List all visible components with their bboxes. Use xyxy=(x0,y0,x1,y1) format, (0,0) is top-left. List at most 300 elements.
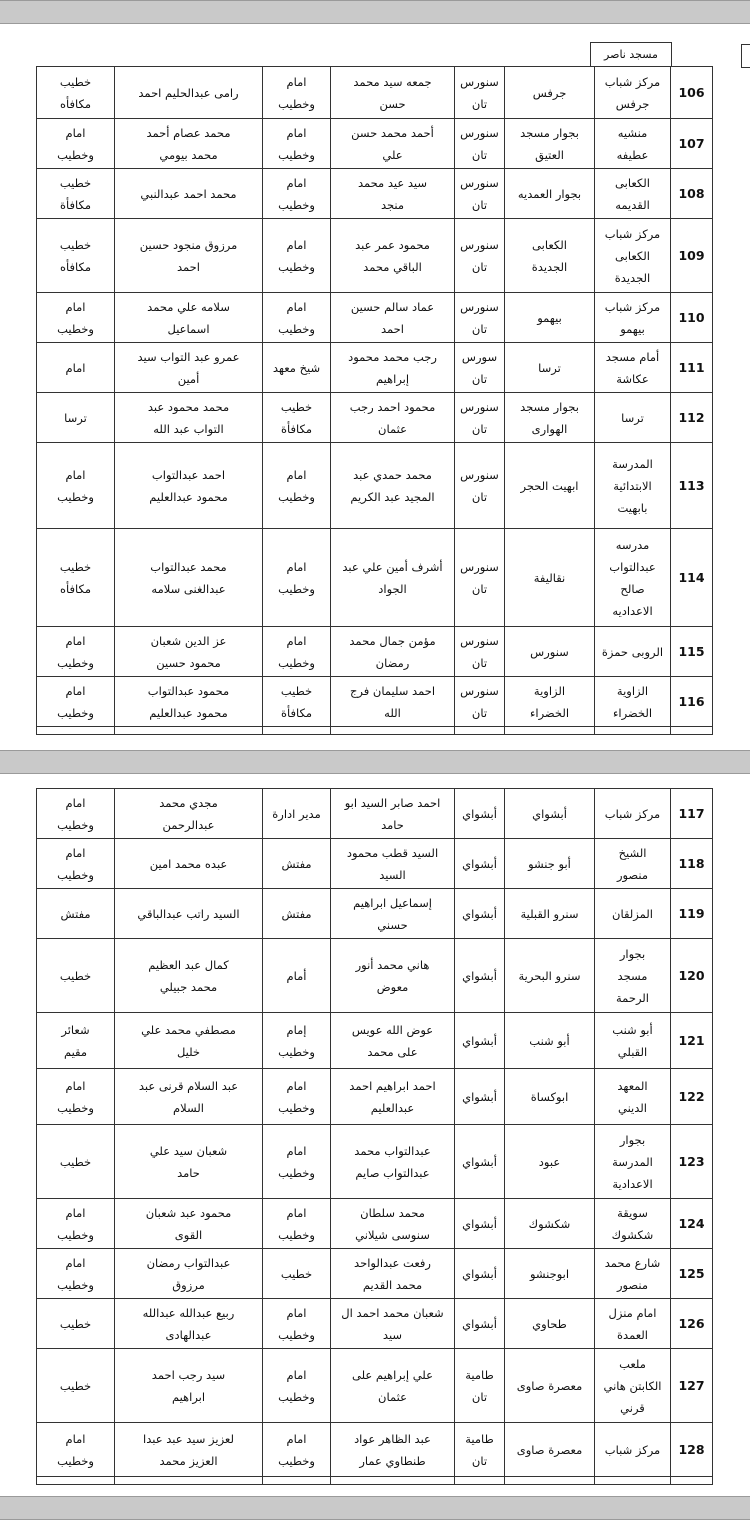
mosque-location-cell xyxy=(595,1249,671,1299)
district-cell xyxy=(455,169,505,219)
alternate-role-cell xyxy=(37,393,115,443)
row-number: 112 xyxy=(671,393,713,443)
district-cell-line: تان xyxy=(471,421,488,436)
alternate-role-cell xyxy=(37,677,115,727)
assigned-name-cell-line: عبد الظاهر عواد xyxy=(354,1431,431,1446)
alternate-name-cell-line: محمد احمد عبدالنبي xyxy=(140,186,237,201)
assigned-role-cell-line: امام xyxy=(286,1431,307,1446)
alternate-name-cell-line: حامد xyxy=(177,1165,200,1180)
table-row xyxy=(37,67,713,119)
alternate-role-cell xyxy=(37,219,115,293)
assigned-name-cell xyxy=(331,1423,455,1477)
mosque-location-cell-line: الاعداديه xyxy=(612,603,653,618)
village-cell-line: بجوار مسجد xyxy=(520,125,579,140)
assigned-name-cell xyxy=(331,627,455,677)
alternate-name-cell-line: سلامه علي محمد xyxy=(147,299,230,314)
village-cell xyxy=(505,1069,595,1125)
empty-cell xyxy=(331,727,455,735)
assigned-role-cell-line: وخطيب xyxy=(278,1453,315,1468)
assigned-name-cell-line: عثمان xyxy=(378,1389,407,1404)
district-cell-line: تان xyxy=(471,321,488,336)
mosque-location-cell-line: الزاوية xyxy=(616,683,649,698)
district-cell-line: تان xyxy=(471,1453,488,1468)
empty-cell xyxy=(37,1477,115,1485)
table-row xyxy=(37,1199,713,1249)
table-row xyxy=(37,529,713,627)
assigned-role-cell xyxy=(263,627,331,677)
mosque-location-cell-line: الديني xyxy=(618,1100,647,1115)
village-cell-line: شكشوك xyxy=(528,1216,571,1231)
mosque-location-cell-line: المدرسة xyxy=(612,456,653,471)
mosque-location-cell-line: القديمه xyxy=(615,197,650,212)
alternate-name-cell-line: محمد عبدالتواب xyxy=(150,559,227,574)
village-cell xyxy=(505,939,595,1013)
assigned-name-cell-line: الباقي محمد xyxy=(363,259,422,274)
assigned-name-cell-line: رجب محمد محمود xyxy=(348,349,437,364)
alternate-name-cell xyxy=(115,169,263,219)
empty-cell xyxy=(505,1477,595,1485)
assigned-role-cell xyxy=(263,1125,331,1199)
table-row xyxy=(37,677,713,727)
district-cell xyxy=(455,1299,505,1349)
empty-cell xyxy=(455,727,505,735)
assigned-name-cell xyxy=(331,529,455,627)
assigned-role-cell xyxy=(263,393,331,443)
district-cell-line: أبشواي xyxy=(462,1154,497,1169)
district-cell-line: تان xyxy=(471,489,488,504)
district-cell xyxy=(455,939,505,1013)
alternate-name-cell xyxy=(115,889,263,939)
district-cell-line: تان xyxy=(471,1389,488,1404)
assigned-name-cell-line: عوض الله عويس xyxy=(351,1022,434,1037)
assigned-name-cell xyxy=(331,677,455,727)
district-cell xyxy=(455,529,505,627)
alternate-role-cell xyxy=(37,1249,115,1299)
empty-cell xyxy=(595,1477,671,1485)
alternate-role-cell-line: امام xyxy=(65,845,86,860)
alternate-name-cell-line: شعبان سيد علي xyxy=(149,1143,228,1158)
district-cell xyxy=(455,839,505,889)
assigned-name-cell xyxy=(331,1069,455,1125)
assigned-name-cell xyxy=(331,1249,455,1299)
mosque-location-cell-line: عطيفه xyxy=(616,147,649,162)
mosque-location-cell-line: الشيخ xyxy=(618,845,647,860)
row-number: 127 xyxy=(671,1349,713,1423)
mosque-location-cell-line: منصور xyxy=(616,867,649,882)
assigned-role-cell xyxy=(263,939,331,1013)
assigned-name-cell-line: احمد xyxy=(381,321,404,336)
assigned-role-cell-line: وخطيب xyxy=(278,321,315,336)
mosque-location-cell-line: الاعدادية xyxy=(612,1176,653,1191)
mosque-location-cell-line: بجوار xyxy=(619,1132,646,1147)
alternate-role-cell-line: امام xyxy=(65,1255,86,1270)
alternate-name-cell-line: عبد السلام قرنى عبد xyxy=(138,1078,239,1093)
mosque-location-cell-line: أبو شنب xyxy=(612,1022,653,1037)
assigned-role-cell-line: وخطيب xyxy=(278,1327,315,1342)
district-cell-line: تان xyxy=(471,96,488,111)
village-cell-line: عبود xyxy=(538,1154,561,1169)
alternate-name-cell-line: القوى xyxy=(174,1227,203,1242)
mosque-location-cell-line: الكعابى xyxy=(615,248,650,263)
village-cell-line: ابوجنشو xyxy=(529,1266,570,1281)
alternate-role-cell-line: خطيب xyxy=(59,237,92,252)
assigned-name-cell-line: شعبان محمد احمد ال xyxy=(341,1305,444,1320)
assigned-name-cell xyxy=(331,1013,455,1069)
district-cell-line: أبشواي xyxy=(462,1266,497,1281)
district-cell-line: سنورس xyxy=(460,399,499,414)
district-cell xyxy=(455,1125,505,1199)
row-number: 123 xyxy=(671,1125,713,1199)
alternate-role-cell xyxy=(37,67,115,119)
mosque-location-cell xyxy=(595,677,671,727)
district-cell-line: أبشواي xyxy=(462,1033,497,1048)
mosque-location-cell-line: مركز شباب xyxy=(604,806,661,821)
alternate-role-cell-line: وخطيب xyxy=(57,817,94,832)
village-cell xyxy=(505,169,595,219)
district-cell xyxy=(455,789,505,839)
assigned-name-cell xyxy=(331,293,455,343)
alternate-role-cell-line: وخطيب xyxy=(57,655,94,670)
alternate-name-cell xyxy=(115,529,263,627)
mosque-location-cell-line: منصور xyxy=(616,1277,649,1292)
assigned-role-cell-line: امام xyxy=(286,237,307,252)
table-row xyxy=(37,343,713,393)
alternate-role-cell-line: خطيب xyxy=(59,1316,92,1331)
assigned-name-cell-line: أشرف أمين علي عبد xyxy=(342,559,443,574)
mosque-location-cell-line: الخضراء xyxy=(612,705,653,720)
assigned-role-cell-line: امام xyxy=(286,299,307,314)
alternate-role-cell xyxy=(37,119,115,169)
alternate-name-cell xyxy=(115,677,263,727)
district-cell-line: طامية xyxy=(465,1367,494,1382)
mosque-location-cell xyxy=(595,789,671,839)
village-cell-line: بجوار العمديه xyxy=(517,186,582,201)
assigned-name-cell-line: رمضان xyxy=(375,655,410,670)
mosque-location-cell-line: الرحمة xyxy=(616,990,649,1005)
village-cell xyxy=(505,219,595,293)
assigned-name-cell xyxy=(331,889,455,939)
row-number: 107 xyxy=(671,119,713,169)
row-number: 126 xyxy=(671,1299,713,1349)
alternate-role-cell-line: وخطيب xyxy=(57,321,94,336)
mosques-table-page2 xyxy=(36,788,713,1485)
mosque-location-cell-line: الجديدة xyxy=(614,270,651,285)
alternate-role-cell-line: وخطيب xyxy=(57,705,94,720)
table-row xyxy=(37,627,713,677)
alternate-role-cell-line: وخطيب xyxy=(57,1277,94,1292)
alternate-role-cell xyxy=(37,939,115,1013)
mosque-location-cell-line: أمام مسجد xyxy=(605,349,660,364)
alternate-role-cell-line: خطيب xyxy=(59,1378,92,1393)
village-cell-line: معصرة صاوى xyxy=(516,1442,583,1457)
assigned-role-cell-line: مدير ادارة xyxy=(272,806,321,821)
assigned-name-cell-line: محمد سلطان xyxy=(360,1205,425,1220)
assigned-role-cell-line: وخطيب xyxy=(278,489,315,504)
alternate-name-cell-line: سيد رجب احمد xyxy=(151,1367,226,1382)
assigned-name-cell xyxy=(331,443,455,529)
assigned-role-cell-line: امام xyxy=(286,1305,307,1320)
district-cell xyxy=(455,443,505,529)
district-cell-line: سنورس xyxy=(460,74,499,89)
table-row xyxy=(37,939,713,1013)
village-cell-line: الزاوية xyxy=(533,683,566,698)
alternate-name-cell-line: محمود عبدالتواب xyxy=(147,683,230,698)
mosque-location-cell-line: سويقة xyxy=(617,1205,648,1220)
village-cell xyxy=(505,343,595,393)
alternate-name-cell xyxy=(115,293,263,343)
row-number: 108 xyxy=(671,169,713,219)
alternate-role-cell-line: وخطيب xyxy=(57,1100,94,1115)
empty-cell xyxy=(263,1477,331,1485)
assigned-name-cell-line: المجيد عبد الكريم xyxy=(350,489,435,504)
alternate-name-cell xyxy=(115,1249,263,1299)
alternate-role-cell-line: ترسا xyxy=(64,410,87,425)
assigned-name-cell-line: محمد حمدي عبد xyxy=(353,467,432,482)
row-number: 117 xyxy=(671,789,713,839)
alternate-role-cell xyxy=(37,839,115,889)
assigned-name-cell-line: أحمد محمد حسن xyxy=(351,125,434,140)
mosque-location-cell-line: مدرسه xyxy=(615,537,650,552)
district-cell-line: تان xyxy=(471,259,488,274)
alternate-name-cell-line: ربيع عبدالله عبدالله xyxy=(142,1305,235,1320)
empty-cell xyxy=(671,1477,713,1485)
alternate-role-cell xyxy=(37,1013,115,1069)
mosque-location-cell xyxy=(595,529,671,627)
assigned-role-cell xyxy=(263,67,331,119)
alternate-name-cell-line: عبدالرحمن xyxy=(162,817,215,832)
village-cell-line: طحاوي xyxy=(532,1316,567,1331)
assigned-name-cell-line: حامد xyxy=(381,817,404,832)
assigned-role-cell xyxy=(263,1249,331,1299)
mosque-location-cell-line: المزلقان xyxy=(612,906,653,921)
assigned-name-cell xyxy=(331,1299,455,1349)
mosque-location-cell-line: مركز شباب xyxy=(604,226,661,241)
table-row xyxy=(37,1125,713,1199)
district-cell xyxy=(455,293,505,343)
alternate-name-cell xyxy=(115,939,263,1013)
table-row xyxy=(37,1349,713,1423)
assigned-role-cell-line: أمام xyxy=(286,968,307,983)
alternate-role-cell-line: شعائر xyxy=(61,1022,90,1037)
alternate-name-cell-line: مرزوق منجود حسين xyxy=(139,237,238,252)
assigned-role-cell-line: خطيب xyxy=(280,683,313,698)
village-cell-line: ابهيت الحجر xyxy=(520,478,579,493)
alternate-name-cell-line: لعزيز سيد عبد عبدا xyxy=(143,1431,234,1446)
alternate-role-cell-line: امام xyxy=(65,299,86,314)
district-cell xyxy=(455,627,505,677)
row-number: 120 xyxy=(671,939,713,1013)
village-cell-line: ابوكساة xyxy=(530,1089,569,1104)
village-cell xyxy=(505,1013,595,1069)
table-row xyxy=(37,1069,713,1125)
alternate-role-cell xyxy=(37,1423,115,1477)
row-number: 116 xyxy=(671,677,713,727)
village-cell-line: ترسا xyxy=(538,360,561,375)
assigned-name-cell-line: عبدالتواب محمد xyxy=(354,1143,431,1158)
table-row-empty xyxy=(37,727,713,735)
row-number: 109 xyxy=(671,219,713,293)
row-number: 106 xyxy=(671,67,713,119)
alternate-name-cell xyxy=(115,119,263,169)
village-cell xyxy=(505,293,595,343)
village-cell-line: العتيق xyxy=(535,147,564,162)
assigned-name-cell xyxy=(331,67,455,119)
assigned-name-cell xyxy=(331,839,455,889)
alternate-role-cell xyxy=(37,293,115,343)
assigned-role-cell-line: خطيب xyxy=(280,399,313,414)
table-row xyxy=(37,169,713,219)
assigned-role-cell-line: وخطيب xyxy=(278,1389,315,1404)
assigned-name-cell xyxy=(331,789,455,839)
empty-cell xyxy=(331,1477,455,1485)
village-cell-line: سنرو القبلية xyxy=(520,906,579,921)
alternate-name-cell-line: مجدي محمد xyxy=(159,795,218,810)
assigned-name-cell-line: عبدالتواب صايم xyxy=(355,1165,430,1180)
mosque-location-cell-line: مركز شباب xyxy=(604,299,661,314)
side-marker-box xyxy=(741,44,750,68)
alternate-name-cell-line: السلام xyxy=(173,1100,204,1115)
assigned-role-cell xyxy=(263,529,331,627)
alternate-role-cell-line: مفتش xyxy=(60,906,91,921)
mosque-location-cell-line: الابتدائية xyxy=(613,478,652,493)
mosque-location-cell xyxy=(595,343,671,393)
mosque-location-cell-line: المدرسة xyxy=(612,1154,653,1169)
assigned-name-cell-line: منجد xyxy=(380,197,405,212)
mosque-location-cell-line: الروبى حمزة xyxy=(601,644,664,659)
alternate-role-cell-line: وخطيب xyxy=(57,867,94,882)
alternate-role-cell-line: امام xyxy=(65,795,86,810)
district-cell xyxy=(455,889,505,939)
table-row xyxy=(37,889,713,939)
alternate-role-cell-line: مكافأه xyxy=(59,96,92,111)
alternate-name-cell xyxy=(115,789,263,839)
district-cell-line: سنورس xyxy=(460,237,499,252)
assigned-role-cell-line: مفتش xyxy=(281,906,312,921)
assigned-name-cell xyxy=(331,393,455,443)
alternate-name-cell-line: السيد راتب عبدالباقي xyxy=(137,906,240,921)
assigned-role-cell-line: امام xyxy=(286,175,307,190)
district-cell-line: سنورس xyxy=(460,633,499,648)
alternate-role-cell xyxy=(37,1125,115,1199)
empty-cell xyxy=(37,727,115,735)
table-row xyxy=(37,839,713,889)
alternate-role-cell-line: مكافأة xyxy=(59,197,92,212)
assigned-name-cell-line: احمد صابر السيد ابو xyxy=(344,795,441,810)
village-cell xyxy=(505,627,595,677)
alternate-name-cell xyxy=(115,1349,263,1423)
mosque-location-cell-line: عبدالتواب xyxy=(609,559,656,574)
village-cell-line: الخضراء xyxy=(529,705,570,720)
district-cell xyxy=(455,67,505,119)
village-cell xyxy=(505,67,595,119)
alternate-role-cell xyxy=(37,169,115,219)
assigned-name-cell-line: رفعت عبدالواحد xyxy=(354,1255,431,1270)
assigned-role-cell-line: وخطيب xyxy=(278,655,315,670)
assigned-name-cell-line: على محمد xyxy=(367,1044,418,1059)
mosque-location-cell-line: المعهد xyxy=(617,1078,648,1093)
district-cell-line: أبشواي xyxy=(462,856,497,871)
assigned-role-cell xyxy=(263,169,331,219)
assigned-name-cell-line: حسني xyxy=(377,917,408,932)
village-cell xyxy=(505,1125,595,1199)
mosques-table-page1 xyxy=(36,66,713,735)
assigned-name-cell-line: هاني محمد أنور xyxy=(355,957,430,972)
assigned-name-cell-line: معوض xyxy=(376,979,409,994)
alternate-name-cell xyxy=(115,67,263,119)
alternate-role-cell xyxy=(37,1349,115,1423)
alternate-role-cell-line: امام xyxy=(65,633,86,648)
mosque-location-cell-line: مسجد xyxy=(617,968,648,983)
mosque-location-cell xyxy=(595,1423,671,1477)
table-row xyxy=(37,1299,713,1349)
mosque-location-cell-line: امام منزل xyxy=(608,1305,657,1320)
mosque-location-cell xyxy=(595,1013,671,1069)
alternate-name-cell-line: محمود حسين xyxy=(156,655,221,670)
alternate-name-cell-line: عبدالغنى سلامه xyxy=(151,581,226,596)
mosque-location-cell xyxy=(595,443,671,529)
mosque-location-cell-line: الكابتن هاني xyxy=(603,1378,662,1393)
assigned-name-cell-line: الجواد xyxy=(378,581,407,596)
village-cell-line: أبشواي xyxy=(532,806,567,821)
district-cell-line: سنورس xyxy=(460,175,499,190)
district-cell-line: تان xyxy=(471,371,488,386)
table-row-empty xyxy=(37,1477,713,1485)
village-cell-line: جرفس xyxy=(532,85,567,100)
district-cell-line: تان xyxy=(471,197,488,212)
mosque-location-cell-line: شارع محمد xyxy=(604,1255,661,1270)
district-cell xyxy=(455,393,505,443)
assigned-role-cell-line: امام xyxy=(286,559,307,574)
assigned-name-cell-line: سنوسى شيلاني xyxy=(355,1227,430,1242)
assigned-name-cell-line: احمد ابراهيم احمد xyxy=(349,1078,436,1093)
mosque-location-cell xyxy=(595,119,671,169)
assigned-name-cell-line: السيد قطب محمود xyxy=(346,845,439,860)
mosque-location-cell-line: مركز شباب xyxy=(604,74,661,89)
district-cell-line: سنورس xyxy=(460,299,499,314)
village-cell xyxy=(505,839,595,889)
assigned-name-cell-line: سيد عيد محمد xyxy=(357,175,428,190)
alternate-name-cell xyxy=(115,839,263,889)
district-cell xyxy=(455,677,505,727)
assigned-name-cell xyxy=(331,939,455,1013)
assigned-role-cell-line: امام xyxy=(286,633,307,648)
district-cell xyxy=(455,1349,505,1423)
empty-cell xyxy=(505,727,595,735)
district-cell xyxy=(455,1423,505,1477)
assigned-role-cell-line: امام xyxy=(286,1143,307,1158)
district-cell-line: سنورس xyxy=(460,559,499,574)
district-cell-line: سنورس xyxy=(460,125,499,140)
mosque-location-cell xyxy=(595,1299,671,1349)
alternate-name-cell xyxy=(115,393,263,443)
assigned-role-cell-line: وخطيب xyxy=(278,197,315,212)
district-cell xyxy=(455,1249,505,1299)
district-cell-line: سورس xyxy=(461,349,498,364)
alternate-name-cell-line: احمد عبدالتواب xyxy=(151,467,226,482)
alternate-name-cell-line: كمال عبد العظيم xyxy=(148,957,229,972)
district-cell xyxy=(455,1199,505,1249)
assigned-role-cell-line: مكافأة xyxy=(280,421,313,436)
alternate-name-cell xyxy=(115,1423,263,1477)
assigned-role-cell-line: امام xyxy=(286,467,307,482)
mosque-location-cell-line: صالح xyxy=(620,581,645,596)
mosque-location-cell xyxy=(595,67,671,119)
assigned-role-cell-line: وخطيب xyxy=(278,96,315,111)
assigned-role-cell xyxy=(263,1199,331,1249)
assigned-role-cell xyxy=(263,1349,331,1423)
mosque-location-cell-line: بابهيت xyxy=(617,500,648,515)
alternate-role-cell-line: خطيب xyxy=(59,175,92,190)
